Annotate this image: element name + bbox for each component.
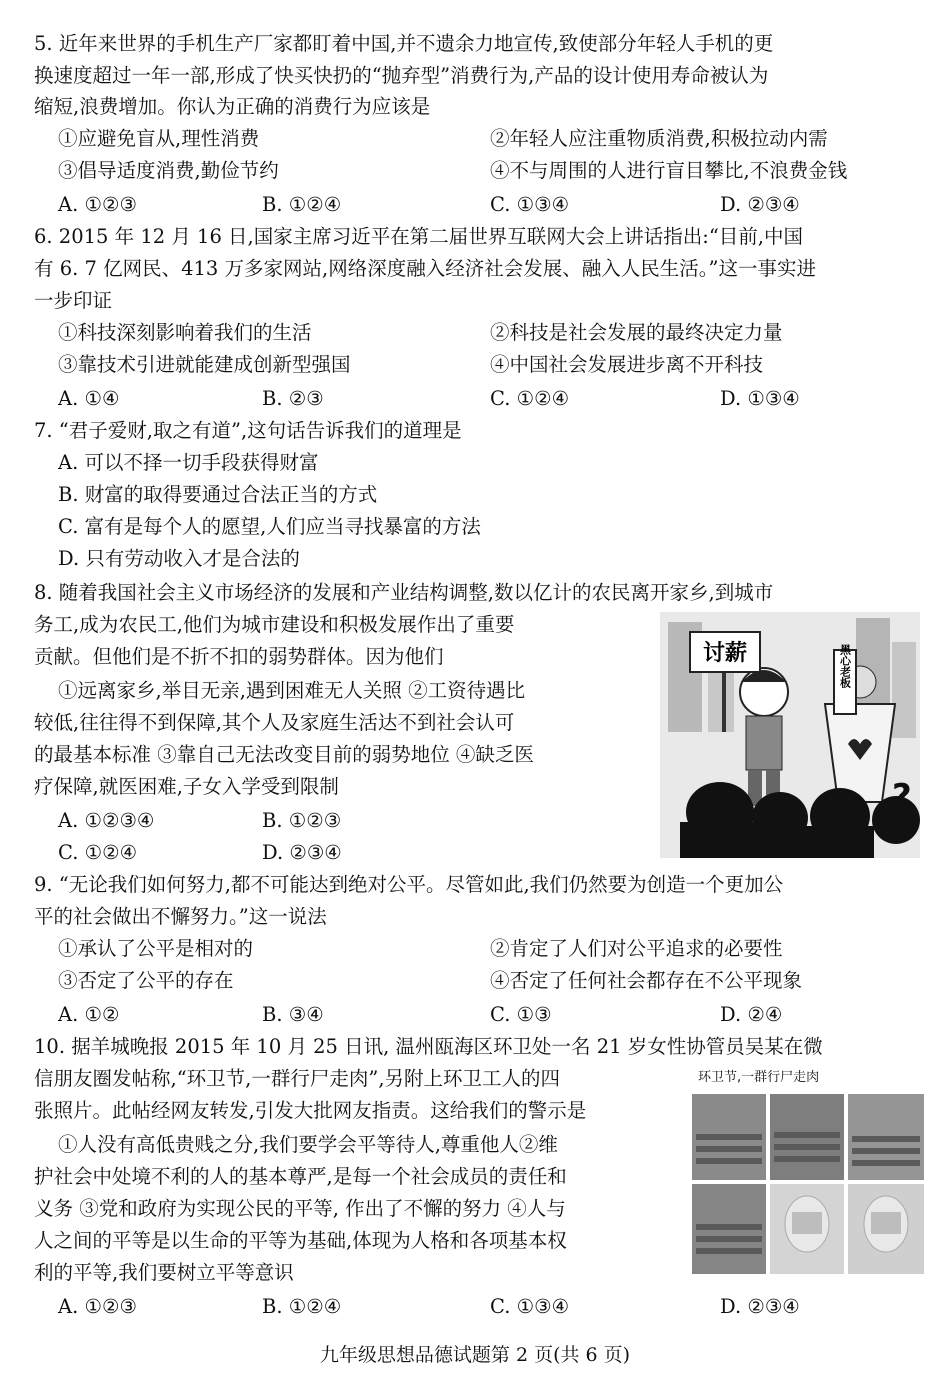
sign-black-heart-boss: 黑心老板 bbox=[838, 644, 852, 688]
q8-body-line-4: 疗保障,就医困难,子女入学受到限制 bbox=[34, 775, 339, 798]
q8-stem-line-3: 贡献。但他们是不折不扣的弱势群体。因为他们 bbox=[34, 645, 444, 668]
q5-stem-line-1: 5. 近年来世界的手机生产厂家都盯着中国,并不遗余力地宣传,致使部分年轻人手机的更 bbox=[34, 32, 774, 55]
q10-answer-d: D. ②③④ bbox=[720, 1295, 800, 1318]
q8-stem-line-2: 务工,成为农民工,他们为城市建设和积极发展作出了重要 bbox=[34, 613, 515, 636]
q7-stem: 7. “君子爱财,取之有道”,这句话告诉我们的道理是 bbox=[34, 419, 462, 442]
q6-answer-b: B. ②③ bbox=[262, 387, 324, 410]
q6-stem-line-3: 一步印证 bbox=[34, 289, 113, 312]
q7-option-c: C. 富有是每个人的愿望,人们应当寻找暴富的方法 bbox=[58, 515, 481, 538]
q8-body-line-2: 较低,往往得不到保障,其个人及家庭生活达不到社会认可 bbox=[34, 711, 515, 734]
q8-answer-c: C. ①②④ bbox=[58, 841, 138, 864]
q5-item-4: ④不与周围的人进行盲目攀比,不浪费金钱 bbox=[490, 159, 848, 182]
q9-answer-a: A. ①② bbox=[58, 1003, 120, 1026]
q10-answer-b: B. ①②④ bbox=[262, 1295, 342, 1318]
q6-answer-c: C. ①②④ bbox=[490, 387, 570, 410]
q9-stem-line-2: 平的社会做出不懈努力。”这一说法 bbox=[34, 905, 327, 928]
q6-item-3: ③靠技术引进就能建成创新型强国 bbox=[58, 353, 351, 376]
q10-body-line-4: 人之间的平等是以生命的平等为基础,体现为人格和各项基本权 bbox=[34, 1229, 567, 1252]
migrant-worker-cartoon bbox=[660, 612, 920, 858]
collage-images bbox=[692, 1094, 924, 1274]
q10-answer-a: A. ①②③ bbox=[58, 1295, 137, 1318]
q9-stem-line-1: 9. “无论我们如何努力,都不可能达到绝对公平。尽管如此,我们仍然要为创造一个更加公 bbox=[34, 873, 784, 896]
q6-answer-d: D. ①③④ bbox=[720, 387, 800, 410]
q8-body-line-1: ①远离家乡,举目无亲,遇到困难无人关照 ②工资待遇比 bbox=[58, 679, 526, 702]
q9-item-4: ④否定了任何社会都存在不公平现象 bbox=[490, 969, 803, 992]
q10-body-line-1: ①人没有高低贵贱之分,我们要学会平等待人,尊重他人②维 bbox=[58, 1133, 558, 1156]
q5-stem-line-3: 缩短,浪费增加。你认为正确的消费行为应该是 bbox=[34, 95, 431, 118]
q9-answer-d: D. ②④ bbox=[720, 1003, 783, 1026]
q7-option-d: D. 只有劳动收入才是合法的 bbox=[58, 547, 300, 570]
q7-option-b: B. 财富的取得要通过合法正当的方式 bbox=[58, 483, 378, 506]
q10-stem-line-1: 10. 据羊城晚报 2015 年 10 月 25 日讯, 温州瓯海区环卫处一名 21 岁女性协管员吴某在微 bbox=[34, 1035, 823, 1058]
q9-item-3: ③否定了公平的存在 bbox=[58, 969, 234, 992]
q8-answer-d: D. ②③④ bbox=[262, 841, 342, 864]
q5-answer-a: A. ①②③ bbox=[58, 193, 137, 216]
q9-answer-c: C. ①③ bbox=[490, 1003, 552, 1026]
q10-body-line-3: 义务 ③党和政府为实现公民的平等, 作出了不懈的努力 ④人与 bbox=[34, 1197, 566, 1220]
question-mark: ? bbox=[892, 777, 912, 817]
q6-stem-line-2: 有 6. 7 亿网民、413 万多家网站,网络深度融入经济社会发展、融入人民生活。”这一事实进 bbox=[34, 257, 816, 280]
q8-stem-line-1: 8. 随着我国社会主义市场经济的发展和产业结构调整,数以亿计的农民离开家乡,到城市 bbox=[34, 581, 774, 604]
q6-stem-line-1: 6. 2015 年 12 月 16 日,国家主席习近平在第二届世界互联网大会上讲话指出:“目前,中国 bbox=[34, 225, 803, 248]
page-footer: 九年级思想品德试题第 2 页(共 6 页) bbox=[319, 1344, 631, 1366]
q5-item-3: ③倡导适度消费,勤俭节约 bbox=[58, 159, 279, 182]
q9-answer-b: B. ③④ bbox=[262, 1003, 324, 1026]
q5-stem-line-2: 换速度超过一年一部,形成了快买快扔的“抛弃型”消费行为,产品的设计使用寿命被认为 bbox=[34, 64, 769, 87]
q5-answer-d: D. ②③④ bbox=[720, 193, 800, 216]
q5-answer-c: C. ①③④ bbox=[490, 193, 570, 216]
wechat-post-photo-collage bbox=[692, 1068, 924, 1274]
q8-answer-a: A. ①②③④ bbox=[58, 809, 155, 832]
q9-item-2: ②肯定了人们对公平追求的必要性 bbox=[490, 937, 783, 960]
photo-caption: 环卫节,一群行尸走肉 bbox=[698, 1070, 820, 1085]
q8-answer-b: B. ①②③ bbox=[262, 809, 342, 832]
q5-item-1: ①应避免盲从,理性消费 bbox=[58, 127, 260, 150]
q6-answer-a: A. ①④ bbox=[58, 387, 120, 410]
q10-answer-c: C. ①③④ bbox=[490, 1295, 570, 1318]
q10-body-line-5: 利的平等,我们要树立平等意识 bbox=[34, 1261, 294, 1284]
q6-item-2: ②科技是社会发展的最终决定力量 bbox=[490, 321, 783, 344]
q6-item-1: ①科技深刻影响着我们的生活 bbox=[58, 321, 312, 344]
q10-stem-line-3: 张照片。此帖经网友转发,引发大批网友指责。这给我们的警示是 bbox=[34, 1099, 587, 1122]
sign-wage-demand: 讨薪 bbox=[702, 641, 748, 666]
q7-option-a: A. 可以不择一切手段获得财富 bbox=[58, 451, 319, 474]
q5-item-2: ②年轻人应注重物质消费,积极拉动内需 bbox=[490, 127, 828, 150]
q5-answer-b: B. ①②④ bbox=[262, 193, 342, 216]
q10-stem-line-2: 信朋友圈发帖称,“环卫节,一群行尸走肉”,另附上环卫工人的四 bbox=[34, 1067, 561, 1090]
q9-item-1: ①承认了公平是相对的 bbox=[58, 937, 254, 960]
q6-item-4: ④中国社会发展进步离不开科技 bbox=[490, 353, 764, 376]
q8-body-line-3: 的最基本标准 ③靠自己无法改变目前的弱势地位 ④缺乏医 bbox=[34, 743, 534, 766]
q10-body-line-2: 护社会中处境不利的人的基本尊严,是每一个社会成员的责任和 bbox=[34, 1165, 567, 1188]
